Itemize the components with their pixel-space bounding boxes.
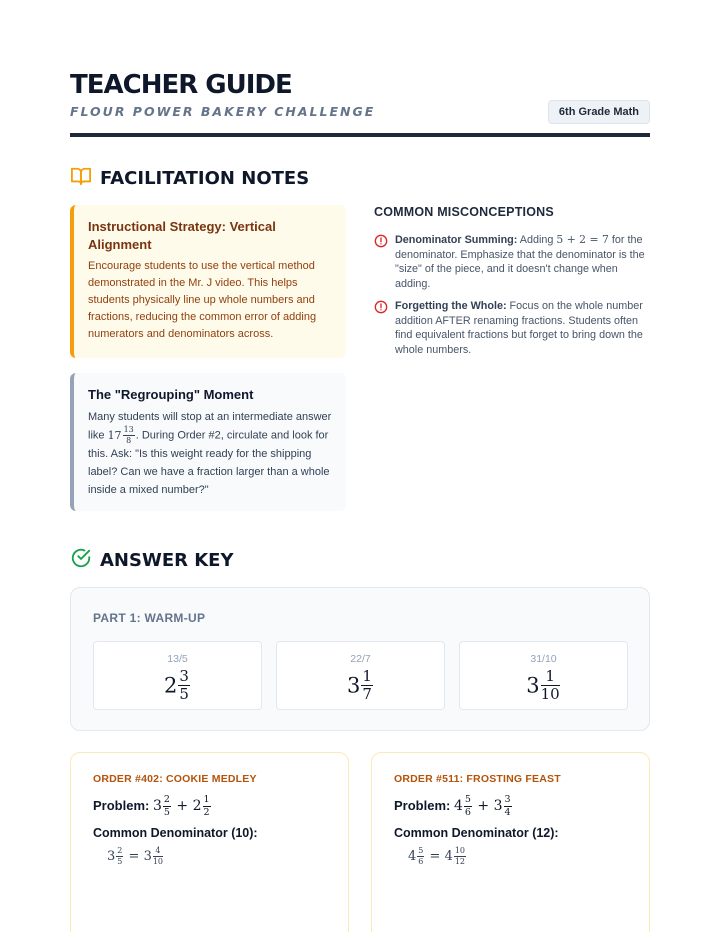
mixed-whole: 3 <box>143 849 152 864</box>
fraction-denominator: 4 <box>504 806 511 818</box>
misconception-item <box>374 299 650 357</box>
fraction-denominator: 5 <box>163 806 170 818</box>
mixed-fraction <box>417 847 424 866</box>
page-header <box>70 70 650 119</box>
page-subtitle: FLOUR POWER BAKERY CHALLENGE <box>70 104 376 119</box>
mixed-whole: 4 <box>444 849 453 864</box>
improper-fraction: 22/7 <box>350 653 371 665</box>
order-problem <box>394 795 649 817</box>
order-title: ORDER #402: COOKIE MEDLEY <box>93 773 257 785</box>
fraction-denominator: 5 <box>117 857 123 866</box>
mixed-fraction <box>163 795 171 817</box>
warmup-card <box>276 641 445 710</box>
mixed-whole: 2 <box>192 798 202 814</box>
work-equation <box>408 847 649 866</box>
fraction-numerator: 3 <box>179 667 189 685</box>
misconception-label: Denominator Summing: <box>395 234 518 246</box>
misconception-text: Focus on the whole number addition AFTER renaming fractions. Students often find equivalent fractions but forget to bring down the whole numbers. <box>395 300 643 356</box>
mixed-whole: 17 <box>107 428 122 442</box>
mixed-whole: 2 <box>164 673 178 698</box>
misconceptions-title: COMMON MISCONCEPTIONS <box>374 205 554 219</box>
equals-sign: = <box>429 849 441 864</box>
problem-expression <box>152 794 212 818</box>
warmup-card <box>459 641 628 710</box>
strategy-title: Instructional Strategy: Vertical Alignment <box>88 219 276 252</box>
misconception-item <box>374 233 650 291</box>
fraction-numerator: 1 <box>203 794 210 805</box>
strategy-card <box>70 205 346 358</box>
work-equation <box>107 847 348 866</box>
warmup-title: PART 1: WARM-UP <box>93 611 206 625</box>
misconception-label: Forgetting the Whole: <box>395 300 507 312</box>
misconception-text-after: for the denominator. Emphasize that the denominator is the "size" of the piece, and it doesn't change when adding. <box>395 234 645 290</box>
regrouping-mixed-number <box>107 425 136 445</box>
book-open-icon <box>70 166 92 191</box>
misconception-equation: 5 + 2 = 7 <box>556 233 609 246</box>
alert-circle-icon <box>374 234 388 253</box>
fraction-denominator: 5 <box>179 685 189 703</box>
regrouping-title: The "Regrouping" Moment <box>88 387 254 402</box>
mixed-whole: 3 <box>493 798 503 814</box>
mixed-number <box>277 669 444 702</box>
mixed-whole: 3 <box>347 673 361 698</box>
mixed-fraction <box>116 847 123 866</box>
misconceptions-panel <box>374 205 650 357</box>
order-card <box>371 752 650 932</box>
order-card <box>70 752 349 932</box>
fraction-numerator: 5 <box>418 846 424 855</box>
fraction-numerator: 1 <box>541 669 560 686</box>
facilitation-heading-label: FACILITATION NOTES <box>100 168 310 189</box>
warmup-panel <box>70 587 650 731</box>
fraction-denominator: 10 <box>540 685 560 703</box>
misconception-text-before: Adding <box>517 234 557 246</box>
grade-badge: 6th Grade Math <box>548 100 650 124</box>
fraction-numerator: 3 <box>504 794 511 805</box>
operator: + <box>176 798 189 814</box>
mixed-number <box>94 669 261 702</box>
fraction-denominator: 7 <box>362 685 372 703</box>
improper-fraction: 31/10 <box>530 653 557 665</box>
fraction-denominator: 8 <box>126 436 132 445</box>
regrouping-text-after: . During Order #2, circulate and look for this. Ask: "Is this weight ready for the shipping label? Can we have a fraction larger than a whole inside a mixed number?" <box>88 429 330 496</box>
fraction-denominator: 6 <box>418 857 424 866</box>
common-denominator-label: Common Denominator (10): <box>93 826 258 840</box>
equals-sign: = <box>128 849 140 864</box>
mixed-number <box>460 669 627 702</box>
regrouping-body <box>88 408 332 499</box>
fraction-denominator: 10 <box>152 857 164 866</box>
mixed-fraction <box>178 669 190 702</box>
mixed-whole: 4 <box>408 849 417 864</box>
fraction-denominator: 6 <box>464 806 471 818</box>
problem-expression <box>453 794 513 818</box>
mixed-fraction <box>504 795 512 817</box>
warmup-card <box>93 641 262 710</box>
mixed-whole: 3 <box>152 798 162 814</box>
operator: + <box>477 798 490 814</box>
regrouping-card <box>70 373 346 511</box>
mixed-fraction <box>454 847 466 866</box>
page-title: TEACHER GUIDE <box>70 70 292 100</box>
alert-circle-icon <box>374 300 388 319</box>
fraction-numerator: 13 <box>123 425 134 434</box>
mixed-fraction <box>123 426 135 445</box>
fraction-numerator: 10 <box>454 846 466 855</box>
fraction-numerator: 2 <box>163 794 170 805</box>
common-denominator-label: Common Denominator (12): <box>394 826 559 840</box>
mixed-fraction <box>361 669 373 702</box>
mixed-fraction <box>464 795 472 817</box>
check-circle-icon <box>70 547 92 574</box>
mixed-whole: 3 <box>107 849 116 864</box>
fraction-numerator: 4 <box>153 847 163 857</box>
answer-key-heading <box>70 547 234 574</box>
order-problem <box>93 795 348 817</box>
mixed-fraction <box>541 669 560 702</box>
mixed-fraction <box>203 795 211 817</box>
regrouping-text-before: Many students will stop at an intermediate answer like <box>88 411 332 442</box>
improper-fraction: 13/5 <box>167 653 188 665</box>
mixed-whole: 4 <box>453 798 463 814</box>
fraction-numerator: 5 <box>464 794 471 805</box>
problem-label: Problem: <box>93 798 150 813</box>
header-divider <box>70 133 650 137</box>
answer-key-heading-label: ANSWER KEY <box>100 550 234 571</box>
fraction-denominator: 2 <box>203 806 210 818</box>
problem-label: Problem: <box>394 798 451 813</box>
mixed-whole: 3 <box>526 673 540 698</box>
fraction-numerator: 1 <box>362 667 372 685</box>
fraction-denominator: 12 <box>454 857 466 866</box>
order-title: ORDER #511: FROSTING FEAST <box>394 773 561 785</box>
fraction-numerator: 2 <box>117 846 123 855</box>
mixed-fraction <box>153 847 163 866</box>
strategy-body: Encourage students to use the vertical method demonstrated in the Mr. J video. This helps students physically line up whole numbers and fractions, reducing the common error of adding numerators and denominators across. <box>88 260 317 340</box>
facilitation-heading <box>70 166 309 191</box>
